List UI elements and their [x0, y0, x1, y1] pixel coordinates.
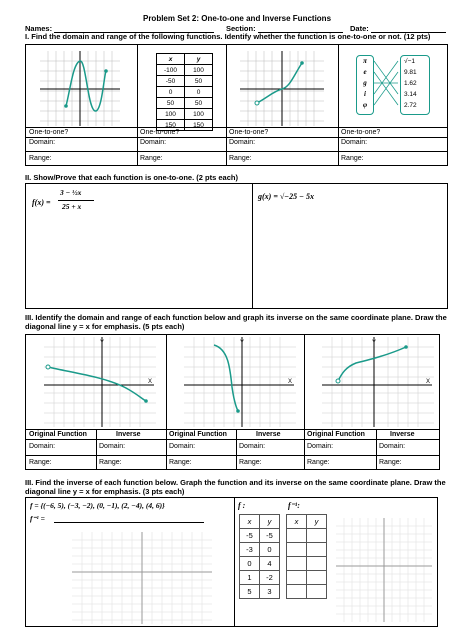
- map-left-item: g: [363, 79, 367, 87]
- map-right-item: 2.72: [404, 102, 417, 109]
- cell: -5: [240, 529, 260, 543]
- range-label: Range:: [99, 459, 122, 466]
- cell: 3: [260, 585, 280, 599]
- one-to-one-label-2: One-to-one?: [140, 129, 180, 136]
- cell[interactable]: [307, 529, 327, 543]
- fraction-bar: [58, 200, 94, 201]
- cell: -100: [157, 65, 185, 76]
- cell: 4: [260, 557, 280, 571]
- y-axis-label: Y: [100, 340, 105, 346]
- range-label: Range:: [239, 459, 262, 466]
- x-axis-label: X: [426, 379, 431, 385]
- mapping-arrows: [374, 55, 400, 115]
- map-left-item: e: [363, 68, 367, 76]
- col-original-2: Original Function: [169, 431, 227, 438]
- cell: 100: [185, 109, 213, 120]
- cell: 0: [185, 87, 213, 98]
- domain-label-4: Domain:: [341, 139, 368, 146]
- graph-4: [184, 337, 296, 427]
- col-inverse-2: Inverse: [256, 431, 281, 438]
- page-title: Problem Set 2: One-to-one and Inverse Functions: [142, 14, 332, 23]
- range-label: Range:: [307, 459, 330, 466]
- col-original-3: Original Function: [307, 431, 365, 438]
- cell: 100: [157, 109, 185, 120]
- cell: 0: [260, 543, 280, 557]
- domain-label-2: Domain:: [140, 139, 167, 146]
- f-inverse-label: f⁻¹ =: [30, 514, 45, 523]
- part1-heading: I. Find the domain and range of the following functions. Identify whether the function is one-to-one or not. (12 pts): [25, 32, 431, 41]
- col-y: y: [185, 54, 213, 65]
- f-label: f(x) =: [32, 198, 51, 207]
- cell: 0: [240, 557, 260, 571]
- graph-6: [72, 532, 212, 624]
- x-axis-label: X: [148, 379, 153, 385]
- col-x: x: [287, 515, 307, 529]
- cell: 50: [185, 76, 213, 87]
- cell: 5: [240, 585, 260, 599]
- cell[interactable]: [307, 585, 327, 599]
- map-right-item: √−1: [404, 58, 415, 65]
- cell: -2: [260, 571, 280, 585]
- part4-box: [25, 497, 438, 627]
- part3-box: [25, 334, 440, 470]
- cell: 50: [185, 98, 213, 109]
- cell: -3: [240, 543, 260, 557]
- range-label: Range:: [29, 459, 52, 466]
- domain-label-1: Domain:: [29, 139, 56, 146]
- finv-table: [286, 514, 327, 599]
- map-left-item: i: [364, 90, 366, 98]
- part2-box: [25, 183, 448, 309]
- graph-1: [40, 51, 120, 126]
- domain-label: Domain:: [169, 443, 196, 450]
- cell[interactable]: [287, 529, 307, 543]
- f-table: [239, 514, 280, 599]
- range-label-1: Range:: [29, 155, 52, 162]
- cell[interactable]: [287, 557, 307, 571]
- answer-line[interactable]: [54, 522, 204, 523]
- domain-label: Domain:: [29, 443, 56, 450]
- cell[interactable]: [287, 543, 307, 557]
- graph-7: [336, 518, 432, 622]
- domain-label: Domain:: [379, 443, 406, 450]
- names-label: Names:: [25, 24, 53, 33]
- y-axis-label: Y: [240, 340, 245, 346]
- section-label: Section:: [226, 24, 256, 33]
- range-label: Range:: [169, 459, 192, 466]
- mapping-range: [400, 55, 430, 115]
- range-label: Range:: [379, 459, 402, 466]
- range-label-2: Range:: [140, 155, 163, 162]
- cell[interactable]: [287, 571, 307, 585]
- xy-table-1: [156, 53, 213, 131]
- col-y: y: [307, 515, 327, 529]
- y-axis-label: Y: [372, 340, 377, 346]
- part1-box: [25, 44, 448, 166]
- cell[interactable]: [287, 585, 307, 599]
- domain-label: Domain:: [307, 443, 334, 450]
- g-label: g(x) = √−25 − 5x: [258, 192, 314, 201]
- cell: 150: [157, 120, 185, 131]
- f-denominator: 25 + x: [62, 202, 82, 211]
- f-numerator: 3 − ½x: [60, 188, 82, 197]
- mapping-domain: [356, 55, 374, 115]
- cell: 1: [240, 571, 260, 585]
- one-to-one-label-4: One-to-one?: [341, 129, 381, 136]
- domain-label: Domain:: [99, 443, 126, 450]
- map-right-item: 9.81: [404, 69, 417, 76]
- col-inverse-3: Inverse: [390, 431, 415, 438]
- cell: 50: [157, 98, 185, 109]
- cell: -50: [157, 76, 185, 87]
- f-set: f = {(−6, 5), (−3, −2), (0, −1), (2, −4), (4, 6)}: [30, 501, 165, 510]
- one-to-one-label-3: One-to-one?: [229, 129, 269, 136]
- map-right-item: 1.62: [404, 80, 417, 87]
- col-inverse-1: Inverse: [116, 431, 141, 438]
- cell: 150: [185, 120, 213, 131]
- col-y: y: [260, 515, 280, 529]
- map-left-item: π: [363, 57, 367, 65]
- range-label-3: Range:: [229, 155, 252, 162]
- domain-label: Domain:: [239, 443, 266, 450]
- cell[interactable]: [307, 557, 327, 571]
- cell[interactable]: [307, 543, 327, 557]
- part3-heading: III. Identify the domain and range of each function below and graph its inverse on the same coordinate plane. Draw the diagonal line y = x for emphasis. (5 pts each): [25, 313, 447, 331]
- graph-2: [240, 51, 324, 126]
- cell: 100: [185, 65, 213, 76]
- col-original-1: Original Function: [29, 431, 87, 438]
- map-right-item: 3.14: [404, 91, 417, 98]
- col-x: x: [240, 515, 260, 529]
- graph-5: [322, 337, 434, 427]
- cell: -5: [260, 529, 280, 543]
- date-label: Date:: [350, 24, 369, 33]
- cell[interactable]: [307, 571, 327, 585]
- map-left-item: φ: [362, 101, 368, 109]
- part4-heading: III. Find the inverse of each function below. Graph the function and its inverse on the same coordinate plane. Draw the diagonal line y = x for emphasis. (3 pts each): [25, 478, 446, 496]
- f-table-label: f :: [238, 501, 246, 510]
- one-to-one-label-1: One-to-one?: [29, 129, 69, 136]
- col-x: x: [157, 54, 185, 65]
- part2-heading: II. Show/Prove that each function is one-to-one. (2 pts each): [25, 173, 238, 182]
- cell: 0: [157, 87, 185, 98]
- x-axis-label: X: [288, 379, 293, 385]
- range-label-4: Range:: [341, 155, 364, 162]
- finv-table-label: f⁻¹:: [288, 501, 300, 510]
- domain-label-3: Domain:: [229, 139, 256, 146]
- graph-3: [44, 337, 156, 427]
